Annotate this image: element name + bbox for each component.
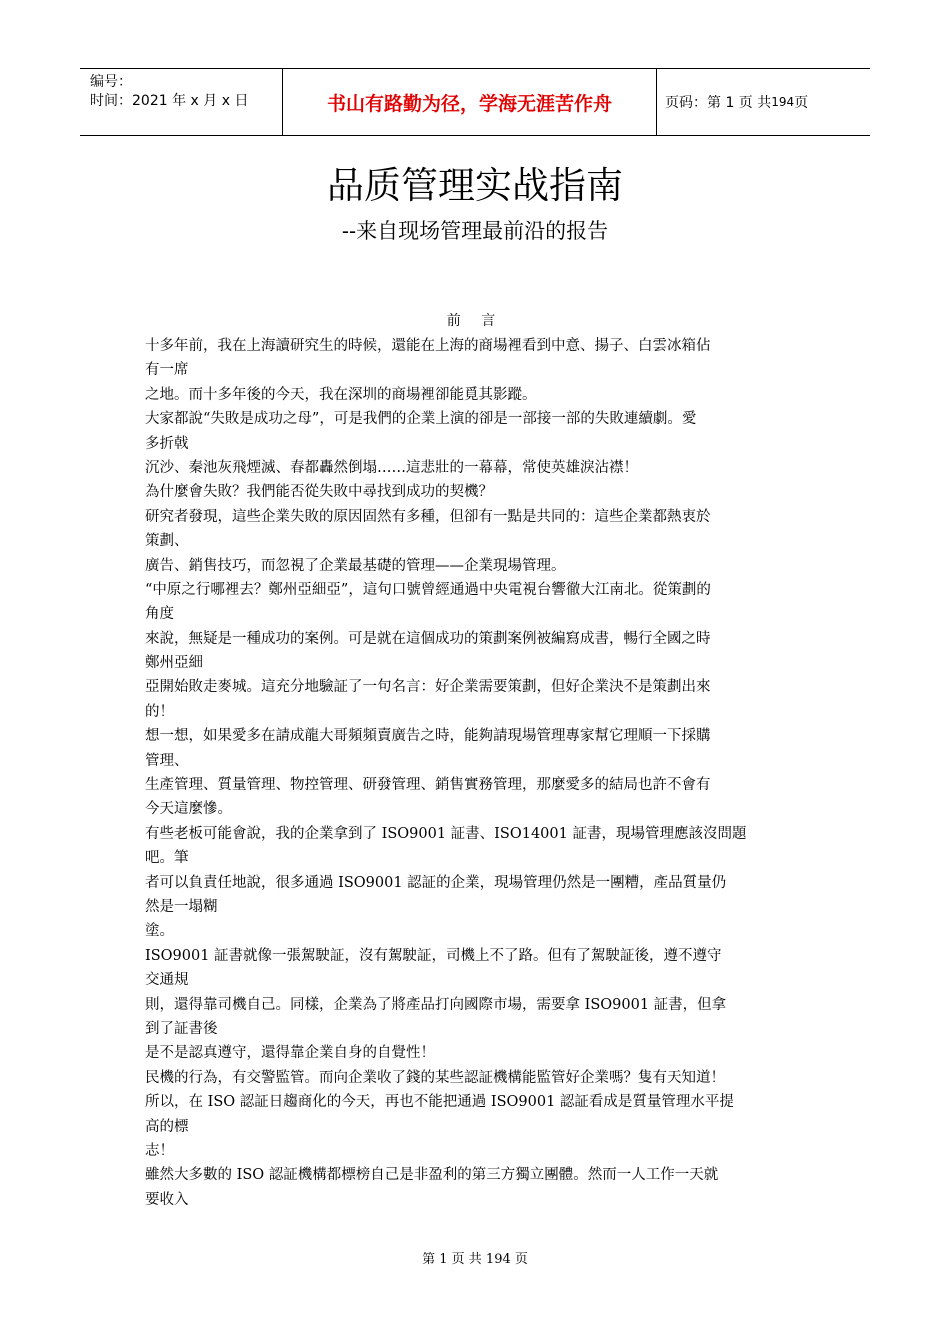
body-line: 志！ bbox=[145, 1142, 174, 1159]
body-line: 生產管理、質量管理、物控管理、研發管理、銷售實務管理，那麼愛多的結局也許不會有 bbox=[145, 777, 711, 794]
body-line: 所以，在 ISO 認証日趨商化的今天，再也不能把通過 ISO9001 認証看成是質量管理水平提 bbox=[145, 1094, 734, 1111]
body-line: 有些老板可能會說，我的企業拿到了 ISO9001 証書、ISO14001 証書，現場管理應該沒問題 bbox=[145, 825, 747, 842]
body-line: 要收入 bbox=[145, 1191, 189, 1208]
date-label: 时间：2021 年 x 月 x 日 bbox=[90, 93, 249, 109]
body-line: 鄭州亞細 bbox=[145, 655, 203, 672]
body-line: 十多年前，我在上海讀研究生的時候，還能在上海的商場裡看到中意、揚子、白雲冰箱佔 bbox=[145, 338, 711, 354]
page-suffix: 页 bbox=[794, 95, 809, 111]
body-line: “中原之行哪裡去？鄭州亞細亞”，這句口號曾經通過中央電視台響徹大江南北。從策劃的 bbox=[145, 581, 711, 598]
section-heading: 前 言 bbox=[446, 313, 504, 329]
body-line: 想一想，如果愛多在請成龍大哥頻頻賣廣告之時，能夠請現場管理專家幫它理順一下採購 bbox=[145, 728, 711, 745]
body-line: 研究者發現，這些企業失敗的原因固然有多種，但卻有一點是共同的：這些企業都熱衷於 bbox=[145, 508, 711, 525]
body-line: 策劃、 bbox=[145, 533, 189, 550]
page-total: 194 bbox=[771, 95, 795, 109]
body-line: 交通規 bbox=[145, 972, 189, 989]
body-line: 沉沙、秦池灰飛煙滅、春都轟然倒塌……這悲壯的一幕幕，常使英雄淚沾襟！ bbox=[145, 459, 638, 476]
body-line: 高的標 bbox=[145, 1118, 189, 1135]
body-line: 有一席 bbox=[145, 362, 189, 379]
body-line: 是不是認真遵守，還得靠企業自身的自覺性！ bbox=[145, 1045, 435, 1062]
header-page-info bbox=[657, 69, 870, 135]
body-line: 到了証書後 bbox=[145, 1020, 218, 1037]
header-motto: 书山有路勤为径，学海无涯苦作舟 bbox=[282, 69, 657, 135]
body-line: 雖然大多數的 ISO 認証機構都標榜自己是非盈利的第三方獨立團體。然而一人工作一天就 bbox=[145, 1167, 719, 1184]
body-line: 之地。而十多年後的今天，我在深圳的商場裡卻能覓其影蹤。 bbox=[145, 386, 537, 403]
body-line: 亞開始敗走麥城。這充分地驗証了一句名言：好企業需要策劃，但好企業決不是策劃出來 bbox=[145, 679, 711, 696]
body-line: 塗。 bbox=[145, 923, 174, 940]
body-text bbox=[145, 334, 810, 1212]
body-line: 多折戟 bbox=[145, 435, 189, 452]
body-line: ISO9001 証書就像一張駕駛証，沒有駕駛証，司機上不了路。但有了駕駛証後，遵不遵守 bbox=[145, 947, 722, 964]
page-label: 页码：第 1 页 共 bbox=[665, 95, 772, 111]
body-line: 角度 bbox=[145, 606, 174, 623]
header-meta bbox=[80, 69, 282, 135]
body-line: 然是一塌糊 bbox=[145, 898, 218, 915]
body-line: 今天這麼慘。 bbox=[145, 801, 232, 818]
body-line: 廣告、銷售技巧，而忽視了企業最基礎的管理——企業現場管理。 bbox=[145, 557, 566, 574]
body-line: 大家都說“失敗是成功之母”，可是我們的企業上演的卻是一部接一部的失敗連續劇。愛 bbox=[145, 411, 697, 428]
body-line: 管理、 bbox=[145, 752, 189, 769]
document-subtitle: --来自现场管理最前沿的报告 bbox=[341, 219, 609, 243]
body-line: 者可以負責任地說，很多通過 ISO9001 認証的企業，現場管理仍然是一團糟，產品質量仍 bbox=[145, 874, 727, 891]
header-table bbox=[80, 68, 870, 136]
body-line: 吧。筆 bbox=[145, 850, 189, 867]
number-label: 编号： bbox=[90, 74, 132, 90]
page-footer: 第 1 页 共 194 页 bbox=[422, 1252, 528, 1267]
body-line: 來說，無疑是一種成功的案例。可是就在這個成功的策劃案例被編寫成書，暢行全國之時 bbox=[145, 630, 711, 647]
body-line: 則，還得靠司機自己。同樣，企業為了將產品打向國際市場，需要拿 ISO9001 証書，但拿 bbox=[145, 996, 727, 1013]
body-line: 民機的行為，有交警監管。而向企業收了錢的某些認証機構能監管好企業嗎？隻有天知道！ bbox=[145, 1069, 725, 1086]
document-title: 品质管理实战指南 bbox=[327, 164, 623, 207]
body-line: 為什麼會失敗？我們能否從失敗中尋找到成功的契機？ bbox=[145, 484, 493, 501]
body-line: 的！ bbox=[145, 703, 174, 720]
